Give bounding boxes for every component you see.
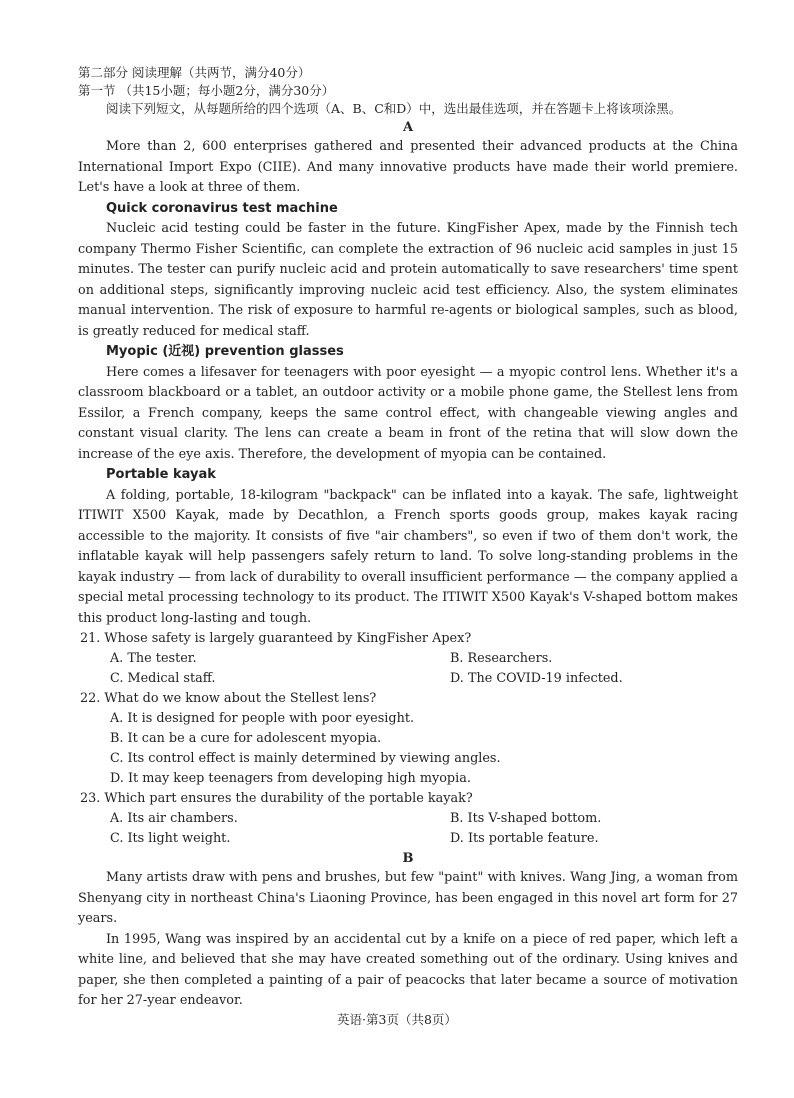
passage-b-label: B <box>402 851 414 866</box>
passage-a-intro: More than 2, 600 enterprises gathered and presented their advanced products at the China International Import Expo (CIIE). And many innovative products have made their world premiere. Let's have a look at three of them. <box>78 139 738 195</box>
passage-b-paragraph-1: Many artists draw with pens and brushes, but few "paint" with knives. Wang Jing, a woman from Shenyang city in northeast China's Liaoning Province, has been engaged in this novel art form for 27 years. <box>78 870 738 926</box>
passage-b-paragraph-2: In 1995, Wang was inspired by an accidental cut by a knife on a piece of red paper, which left a white line, and believed that she may have created something out of the ordinary. Using knives and paper, she then completed a painting of a pair of peacocks that later became a source of motivation for her 27-year endeavor. <box>78 931 738 1008</box>
option-d: D. Its portable feature. <box>450 831 599 846</box>
paragraph-test-machine: Nucleic acid testing could be faster in the future. KingFisher Apex, made by the Finnish tech company Thermo Fisher Scientific, can complete the extraction of 96 nucleic acid samples in just 15 minutes. The tester can purify nucleic acid and protein automatically to save researchers' time spent on additional steps, significantly improving nucleic acid test efficiency. Also, the system eliminates manual intervention. The risk of exposure to harmful re-agents or biological samples, such as blood, is greatly reduced for medical staff. <box>78 221 738 339</box>
option-a: A. Its air chambers. <box>110 811 238 826</box>
option-b: B. Its V-shaped bottom. <box>450 811 602 826</box>
option-d: D. The COVID-19 infected. <box>450 671 623 686</box>
part-title: 第二部分 阅读理解（共两节，满分40分） <box>78 65 311 80</box>
question-21-options <box>78 649 738 689</box>
option-a: A. It is designed for people with poor eyesight. <box>110 711 415 726</box>
question-23-options <box>78 809 738 849</box>
option-c: C. Its light weight. <box>110 831 231 846</box>
subheading-myopic-glasses: Myopic (近视) prevention glasses <box>106 344 344 359</box>
option-c: C. Medical staff. <box>110 671 216 686</box>
question-22: 22. What do we know about the Stellest lens? <box>80 691 377 706</box>
passage-a-label: A <box>402 120 414 135</box>
subheading-portable-kayak: Portable kayak <box>106 467 216 482</box>
question-23: 23. Which part ensures the durability of the portable kayak? <box>80 791 473 806</box>
option-d: D. It may keep teenagers from developing high myopia. <box>110 771 471 786</box>
option-b: B. Researchers. <box>450 651 553 666</box>
paragraph-myopic-glasses: Here comes a lifesaver for teenagers with poor eyesight — a myopic control lens. Whether it's a classroom blackboard or a tablet, an outdoor activity or a mobile phone game, the Stellest lens from Essilor, a French company, keeps the same control effect, with changeable viewing angles and constant visual clarity. The lens can create a beam in front of the retina that will slow down the increase of the eye axis. Therefore, the development of myopia can be contained. <box>78 364 738 462</box>
page-footer: 英语·第3页（共8页） <box>337 1012 457 1027</box>
option-a: A. The tester. <box>110 651 197 666</box>
paragraph-portable-kayak: A folding, portable, 18-kilogram "backpack" can be inflated into a kayak. The safe, lightweight ITIWIT X500 Kayak, made by Decathlon, a French sports goods group, makes kayak racing accessible to the majority. It consists of five "air chambers", so even if two of them don't work, the inflatable kayak will help passengers safely return to land. To solve long-standing problems in the kayak industry — from lack of durability to overall insufficient performance — the company applied a special metal processing technology to its product. The ITIWIT X500 Kayak's V-shaped bottom makes this product long-lasting and tough. <box>78 487 738 626</box>
section-title: 第一节 （共15小题；每小题2分，满分30分） <box>78 83 335 98</box>
instructions: 阅读下列短文，从每题所给的四个选项（A、B、C和D）中，选出最佳选项，并在答题卡上将该项涂黑。 <box>106 101 682 116</box>
option-c: C. Its control effect is mainly determined by viewing angles. <box>110 751 501 766</box>
question-21: 21. Whose safety is largely guaranteed by KingFisher Apex? <box>80 631 472 646</box>
option-b: B. It can be a cure for adolescent myopia. <box>110 731 382 746</box>
subheading-test-machine: Quick coronavirus test machine <box>106 200 338 216</box>
